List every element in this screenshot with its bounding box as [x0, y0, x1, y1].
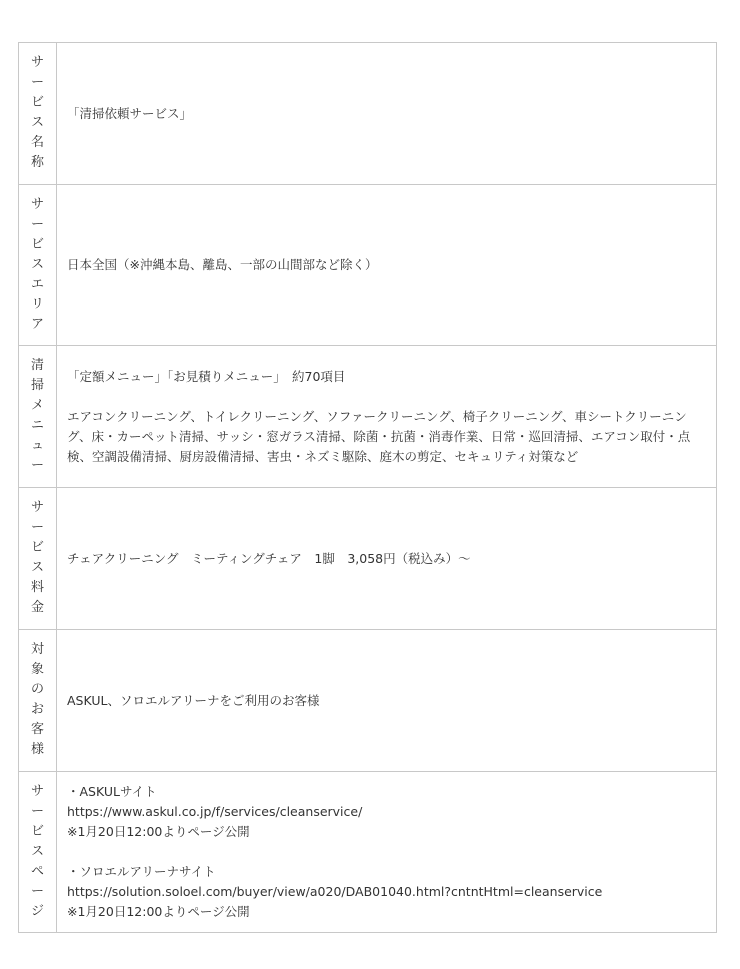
header-char: ペ: [30, 864, 44, 879]
service-page-cell: [57, 772, 717, 932]
header-char: 金: [30, 600, 44, 615]
table-row-service-area: [19, 185, 717, 346]
header-char: ス: [30, 257, 44, 272]
header-char: 清: [30, 358, 44, 373]
header-char: ビ: [30, 824, 44, 839]
service-area-cell: [57, 185, 717, 345]
header-char: 称: [30, 155, 44, 170]
row-header-cleaning-menu: [19, 346, 57, 487]
table-row-service-page: [19, 772, 717, 933]
header-char: 様: [30, 742, 44, 757]
header-char: ビ: [30, 95, 44, 110]
header-char: ー: [30, 804, 44, 819]
header-char: 客: [30, 722, 44, 737]
header-char: 料: [30, 580, 44, 595]
header-char: 対: [30, 642, 44, 657]
service-info-table: [18, 42, 717, 933]
header-char: リ: [30, 297, 44, 312]
header-char: ア: [30, 317, 44, 332]
soloel-site-label: ・ソロエルアリーナサイト: [67, 864, 216, 879]
header-char: ー: [30, 520, 44, 535]
header-char: サ: [30, 784, 44, 799]
table-row-cleaning-menu: [19, 346, 717, 488]
header-char: 掃: [30, 378, 44, 393]
header-char: ス: [30, 560, 44, 575]
askul-publish-note: ※1月20日12:00よりページ公開: [67, 824, 250, 839]
soloel-publish-note: ※1月20日12:00よりページ公開: [67, 904, 250, 919]
header-char: サ: [30, 197, 44, 212]
header-char: 名: [30, 135, 44, 150]
service-area-text: 日本全国（※沖縄本島、離島、一部の山間部など除く）: [67, 257, 378, 272]
table-row-service-name: [19, 43, 717, 185]
header-char: ー: [30, 75, 44, 90]
soloel-site-url: https://solution.soloel.com/buyer/view/a020/DAB01040.html?cntntHtml=cleanservice: [67, 884, 603, 899]
header-char: ス: [30, 115, 44, 130]
row-header-service-name: [19, 43, 57, 184]
header-char: ビ: [30, 237, 44, 252]
header-char: 象: [30, 662, 44, 677]
header-char: ー: [30, 458, 44, 473]
header-char: サ: [30, 500, 44, 515]
header-char: ニ: [30, 418, 44, 433]
table-row-service-fee: [19, 488, 717, 630]
service-fee-cell: [57, 488, 717, 629]
service-name-text: 「清掃依頼サービス」: [67, 105, 193, 121]
header-char: メ: [30, 398, 44, 413]
menu-items-text: エアコンクリーニング、トイレクリーニング、ソファークリーニング、椅子クリーニング、車シートクリーニング、床・カーペット清掃、サッシ・窓ガラス清掃、除菌・抗菌・消毒作業、日常・巡回清掃、エアコン取付・点検、空調設備清掃、厨房設備清掃、害虫・ネズミ駆除、庭木の剪定、セキュリティ対策など: [67, 408, 691, 464]
target-customers-text: ASKUL、ソロエルアリーナをご利用のお客様: [67, 692, 320, 708]
header-char: ュ: [30, 438, 44, 453]
askul-site-label: ・ASKULサイト: [67, 784, 157, 799]
cleaning-menu-cell: [57, 346, 717, 487]
header-char: ス: [30, 844, 44, 859]
row-header-service-fee: [19, 488, 57, 629]
header-char: エ: [30, 277, 44, 292]
service-fee-text: チェアクリーニング ミーティングチェア 1脚 3,058円（税込み）～: [67, 550, 471, 566]
row-header-service-page: [19, 772, 57, 932]
row-header-service-area: [19, 185, 57, 345]
header-char: ビ: [30, 540, 44, 555]
askul-site-url: https://www.askul.co.jp/f/services/cleanservice/: [67, 804, 363, 819]
menu-summary-text: 「定額メニュー」「お見積りメニュー」 約70項目: [67, 368, 346, 384]
target-customers-cell: [57, 630, 717, 771]
table-row-target-customers: [19, 630, 717, 772]
header-char: お: [30, 702, 44, 717]
service-name-cell: [57, 43, 717, 184]
header-char: ー: [30, 217, 44, 232]
header-char: ジ: [30, 904, 44, 919]
row-header-target-customers: [19, 630, 57, 771]
header-char: ー: [30, 884, 44, 899]
header-char: の: [30, 682, 44, 697]
header-char: サ: [30, 55, 44, 70]
